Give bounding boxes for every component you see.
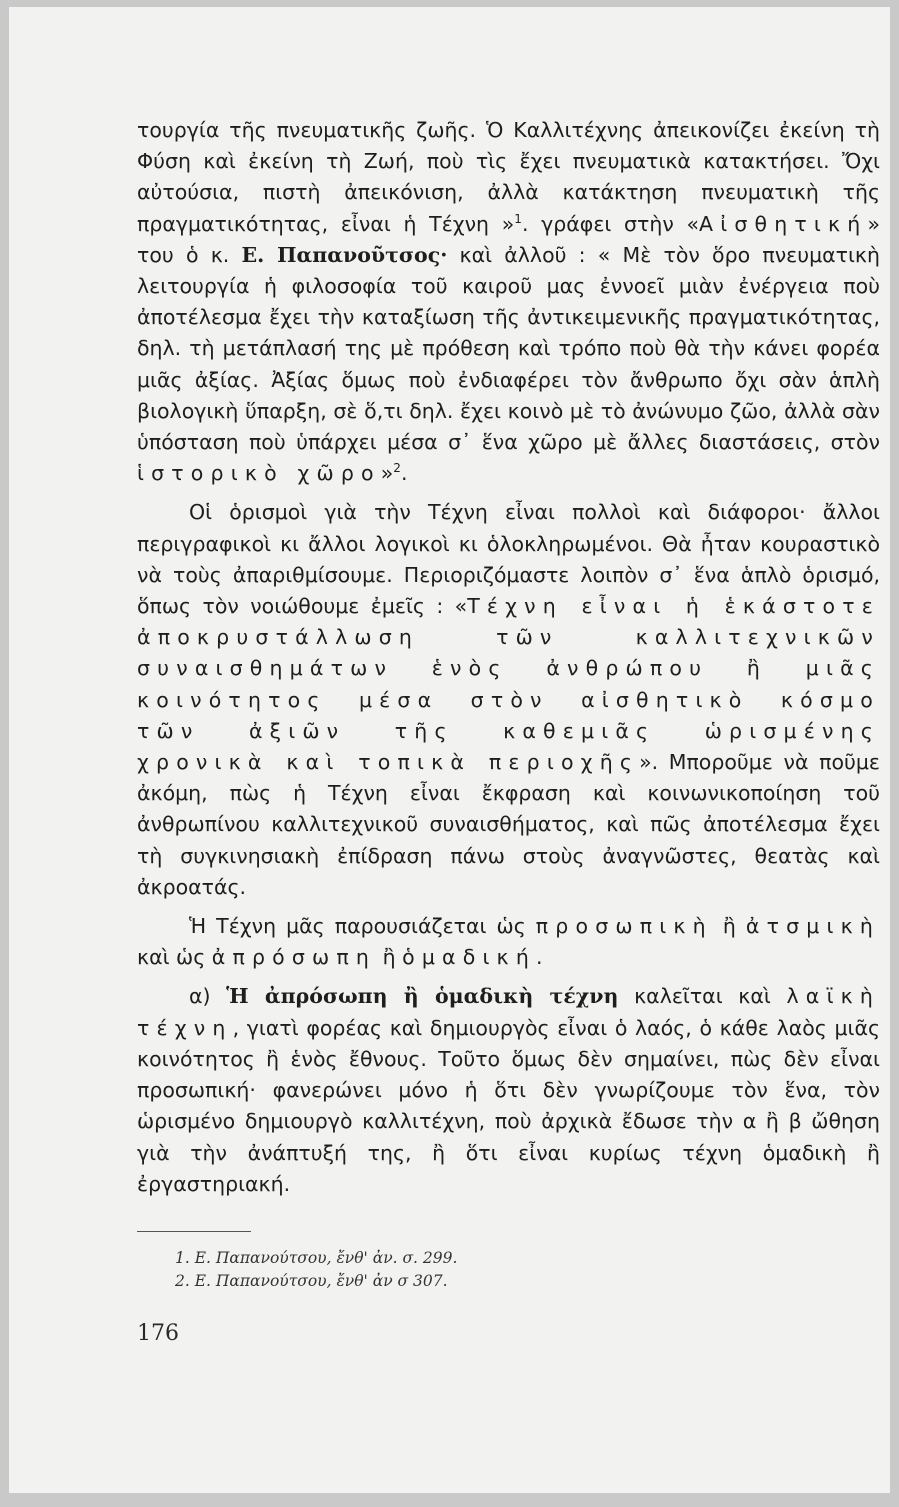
text-run: καὶ ὡς (137, 945, 212, 970)
text-run: » του ὁ κ. (137, 211, 880, 267)
paragraph-4 (137, 981, 880, 1199)
footnote-divider (137, 1231, 251, 1232)
body-text (137, 115, 880, 1208)
paragraph-3 (137, 911, 880, 973)
footnote-1: 1. Ε. Παπανούτσου, ἔνθ' ἀν. σ. 299. (175, 1249, 458, 1267)
footnote-ref-2: 2 (393, 461, 401, 476)
text-run: ἢ (712, 914, 746, 939)
footnote-ref-1: 1 (514, 211, 522, 226)
emphasis-text: ὁμαδική (402, 945, 536, 970)
text-run: ἢ (376, 945, 403, 970)
footnotes (175, 1247, 775, 1293)
paragraph-1 (137, 115, 880, 489)
emphasis-text: ἱστορικὸ χῶρο (137, 461, 381, 486)
emphasis-text: λαϊκὴ τέχνη (137, 984, 881, 1040)
paragraph-2 (137, 497, 880, 903)
text-run: . γράφει στὴν « (521, 211, 700, 236)
definition-text: Τέχνη εἶναι ἡ ἑκάστοτε ἀποκρυστάλλωση τῶν καλλιτεχνικῶν συναισθημάτων ἑνὸς ἀνθρώπου ἢ μιᾶς κοινότητος μέσα στὸν αἰσθητικὸ κόσμο τῶν ἀξιῶν τῆς καθεμιᾶς ὡρισμένης χρονικὰ καὶ τοπικὰ περιοχῆς (137, 594, 880, 775)
emphasis-text: ἀτσμικὴ (745, 914, 881, 939)
emphasis-text: προσωπικὴ (535, 914, 713, 939)
text-run: . (400, 461, 408, 486)
emphasis-text: ἀπρόσωπη (211, 945, 377, 970)
text-run: ». Μποροῦμε νὰ ποῦμε ἀκόμη, πὼς ἡ Τέχνη εἶναι ἔκφραση καὶ κοινωνικοποίηση τοῦ ἀνθρωπίνου καλλιτεχνικοῦ συναισθήματος, καὶ πῶς ἀποτέλεσμα ἔχει τὴ συγκινησιακὴ ἐπίδραση πάνω στοὺς ἀναγνῶστες, θεατὰς καὶ ἀκροατάς. (137, 750, 880, 899)
author-name: Ε. Παπανοῦτσος· (241, 242, 448, 267)
text-run: » (380, 461, 394, 486)
text-run: τουργία τῆς πνευματικῆς ζωῆς. Ὁ Καλλιτέχνης ἀπεικονίζει ἐκείνη τὴ Φύση καὶ ἐκείνη τὴ Ζωή, ποὺ τὶς ἔχει πνευματικὰ κατακτήσει. Ὄχι αὐτούσια, πιστὴ ἀπεικόνιση, ἀλλὰ κατάκτηση πνευματικὴ τῆς πραγματικότητας, εἶναι ἡ Τέχνη » (137, 118, 880, 236)
book-title: Αἰσθητική (699, 211, 868, 236)
text-run: . (536, 945, 543, 970)
book-page (9, 7, 890, 1493)
text-run: καλεῖται καὶ (618, 984, 787, 1009)
text-run: , γιατὶ φορέας καὶ δημιουργὸς εἶναι ὁ λαός, ὁ κάθε λαὸς μιᾶς κοινότητος ἢ ἑνὸς ἔθνους. Τοῦτο ὅμως δὲν σημαίνει, πὼς δὲν εἶναι προσωπική· φανερώνει μόνο ἡ ὅτι δὲν γνωρίζουμε τὸν ἕνα, τὸν ὡρισμένο δημιουργὸ καλλιτέχνη, ποὺ ἀρχικὰ ἔδωσε τὴν α ἢ β ὤθηση γιὰ τὴν ἀνάπτυξή της, ἢ ὅτι εἶναι κυρίως τέχνη ὁμαδικὴ ἢ ἐργαστηριακή. (137, 1015, 880, 1196)
text-run: καὶ ἀλλοῦ : « Μὲ τὸν ὅρο πνευματικὴ λειτουργία ἡ φιλοσοφία τοῦ καιροῦ μας ἐννοεῖ μιὰν ἐνέργεια ποὺ ἀποτέλεσμα ἔχει τὴν καταξίωση τῆς ἀντικειμενικῆς πραγματικότητας, δηλ. τὴ μετάπλασή της μὲ πρόθεση καὶ τρόπο ποὺ θὰ τὴν κάνει φορέα μιᾶς ἀξίας. Ἀξίας ὅμως ποὺ ἐνδιαφέρει τὸν ἄνθρωπο ὄχι σὰν ἁπλὴ βιολογικὴ ὕπαρξη, σὲ ὅ,τι δηλ. ἔχει κοινὸ μὲ τὸ ἀνώνυμο ζῶο, ἀλλὰ σὰν ὑπόσταση ποὺ ὑπάρχει μέσα σ᾽ ἕνα χῶρο μὲ ἄλλες διαστάσεις, στὸν (137, 242, 881, 455)
text-run: α) (189, 984, 227, 1009)
text-run: Ἡ Τέχνη μᾶς παρουσιάζεται ὡς (189, 914, 536, 939)
section-heading-inline: Ἡ ἀπρόσωπη ἢ ὁμαδικὴ τέχνη (226, 984, 619, 1009)
text-run: Οἱ ὁρισμοὶ γιὰ τὴν Τέχνη εἶναι πολλοὶ καὶ διάφοροι· ἄλλοι περιγραφικοὶ κι ἄλλοι λογικοὶ κι ὁλοκληρωμένοι. Θὰ ἦταν κουραστικὸ νὰ τοὺς ἀπαριθμίσουμε. Περιοριζόμαστε λοιπὸν σ᾽ ἕνα ἁπλὸ ὁρισμό, ὅπως τὸν νοιώθουμε ἐμεῖς : « (137, 500, 880, 619)
page-number: 176 (137, 1321, 179, 1346)
footnote-2: 2. Ε. Παπανούτσου, ἔνθ' ἀν σ 307. (175, 1272, 448, 1290)
